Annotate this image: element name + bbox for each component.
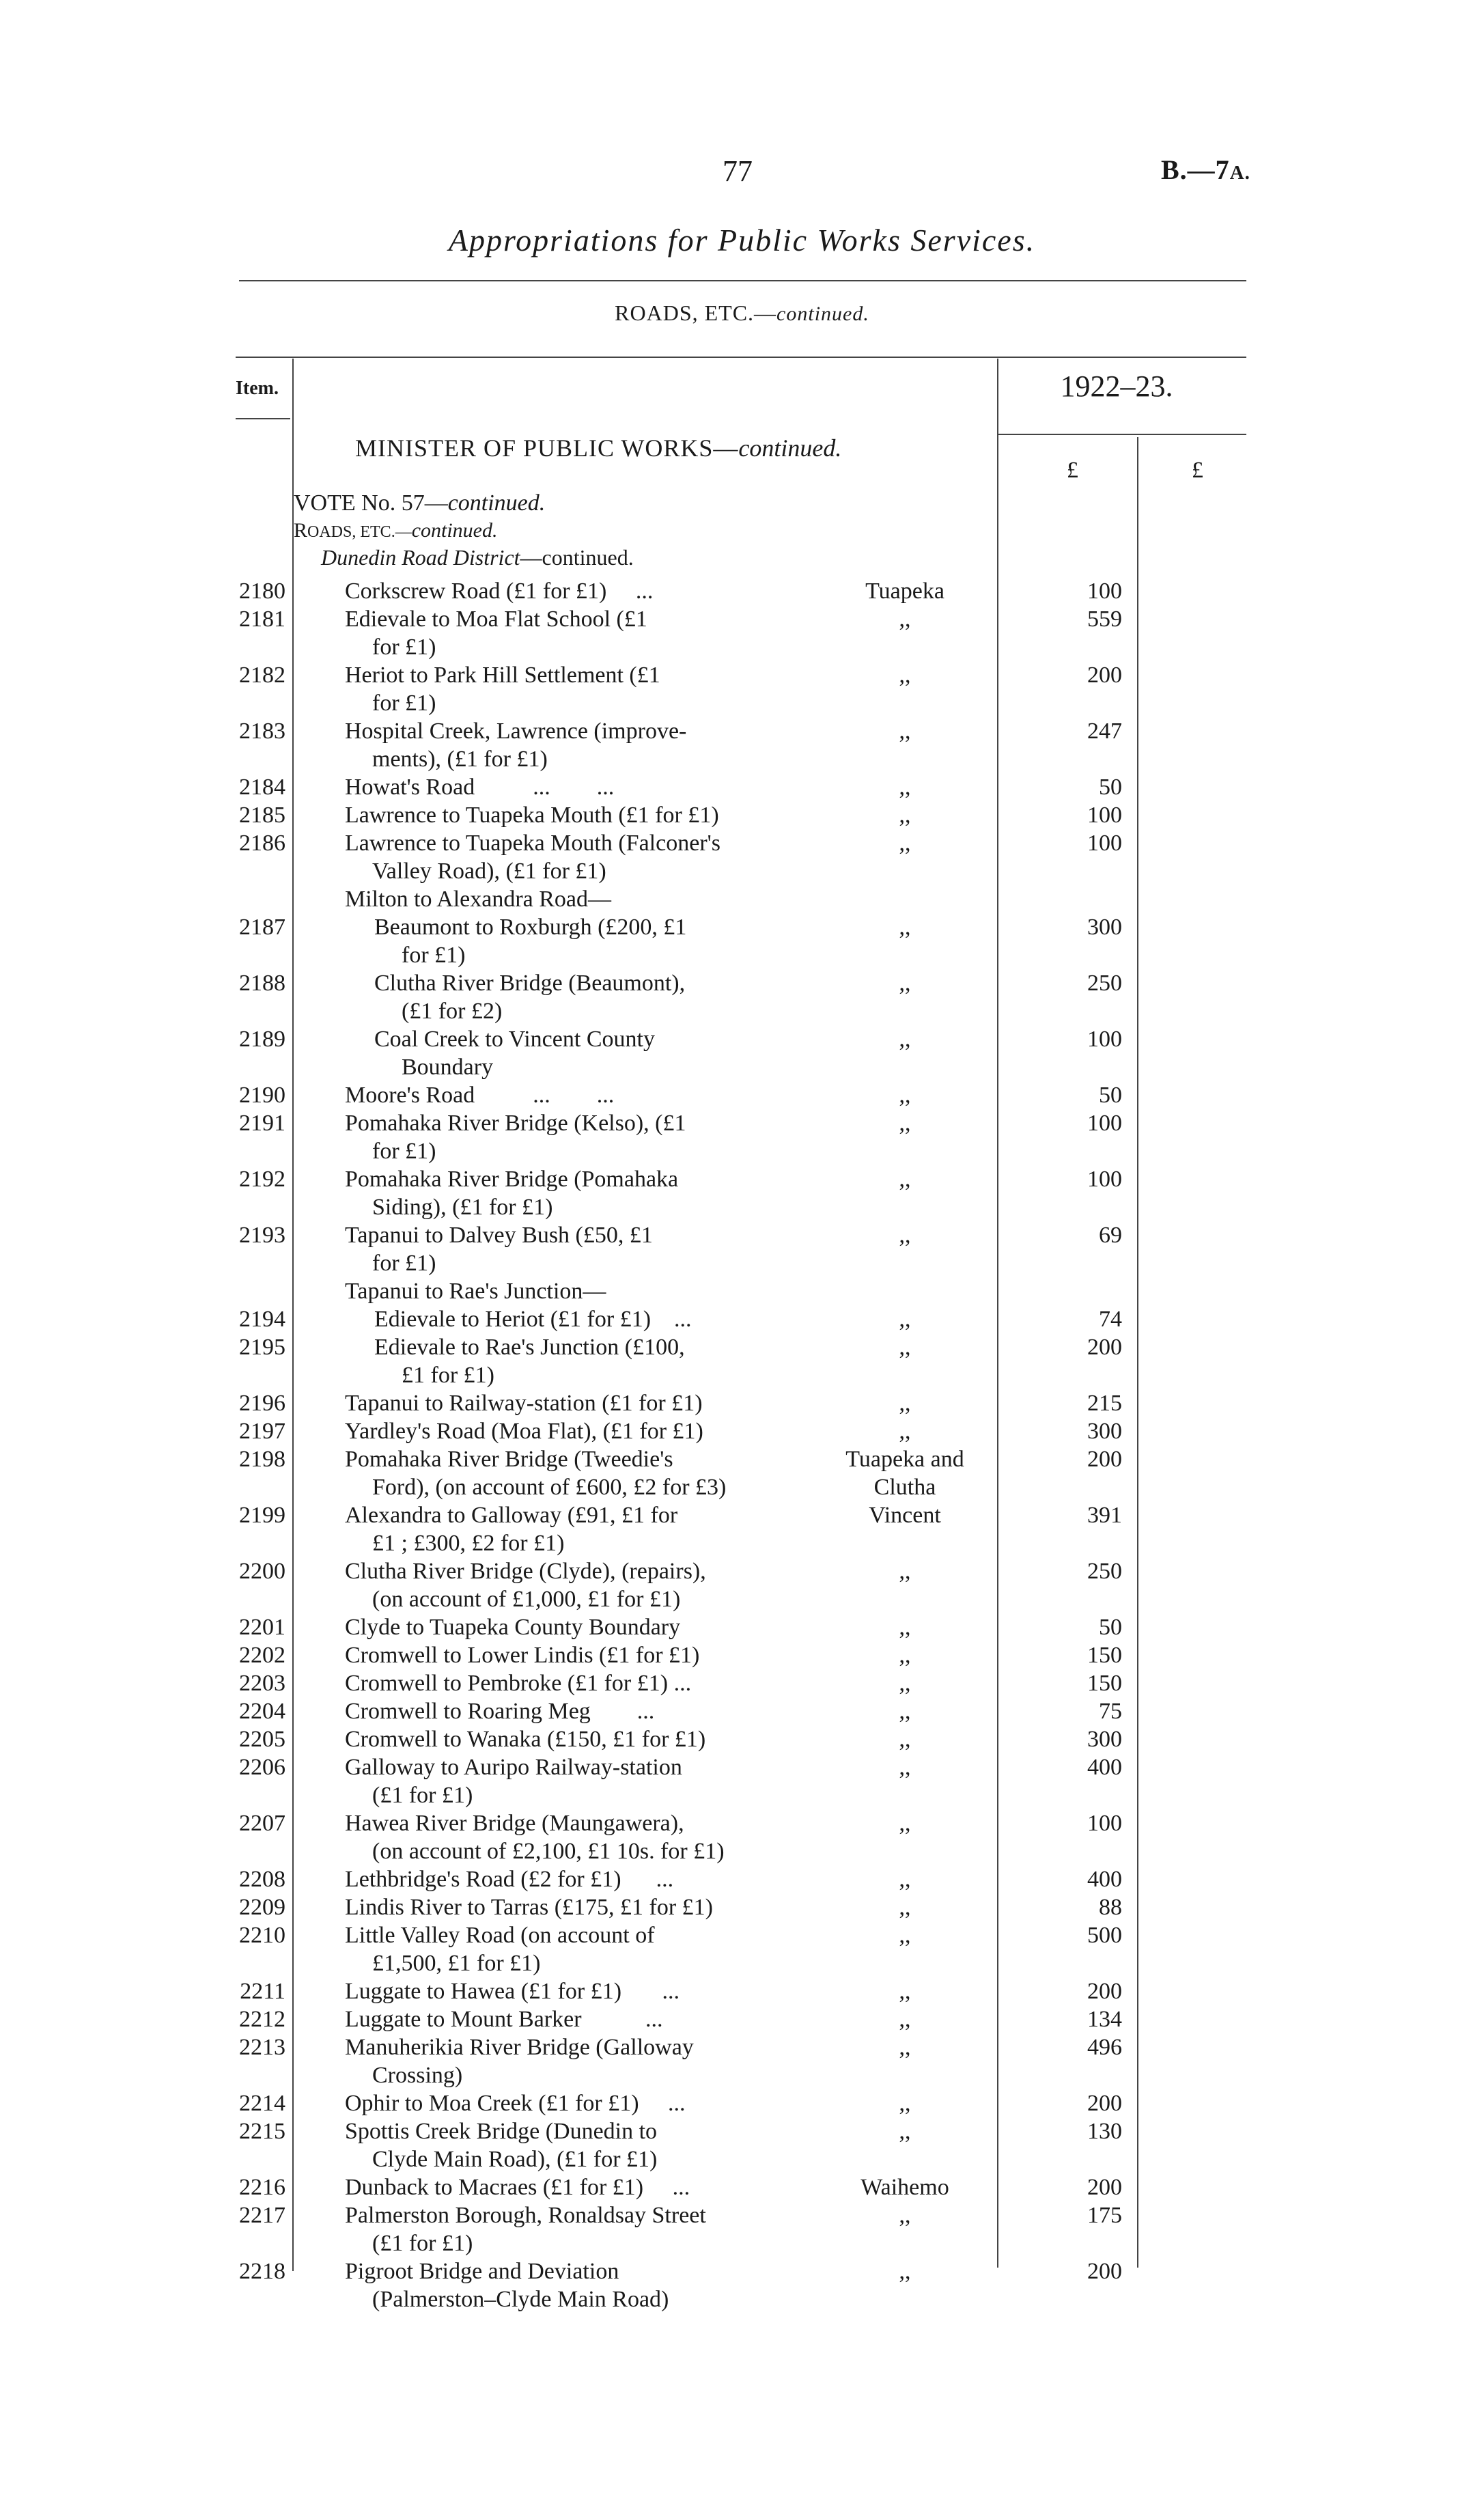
item-description — [374, 1333, 809, 1389]
county-name: ,, — [899, 1335, 911, 1360]
item-description — [374, 913, 809, 969]
item-description — [345, 2033, 809, 2089]
item-description — [345, 1725, 809, 1753]
item-number: 2212 — [239, 2007, 285, 2032]
item-description-line: Cromwell to Roaring Meg ... — [345, 1699, 655, 1724]
item-description — [345, 1389, 809, 1417]
item-description — [345, 1417, 809, 1445]
group-heading-text: Tapanui to Rae's Junction— — [345, 1279, 606, 1304]
item-description — [345, 773, 809, 801]
item-number: 2198 — [239, 1447, 285, 1472]
amount-value: 391 — [1087, 1503, 1122, 1528]
amount-value: 150 — [1087, 1643, 1122, 1668]
amount-value: 50 — [1099, 1083, 1122, 1108]
amount-value: 215 — [1087, 1391, 1122, 1416]
item-description-line: Corkscrew Road (£1 for £1) ... — [345, 579, 654, 604]
item-number: 2183 — [239, 719, 285, 744]
county-name: ,, — [899, 971, 911, 996]
roads-heading-smallcaps: OADS, ETC.— — [307, 523, 412, 541]
item-description-continuation: ments), (£1 for £1) — [372, 747, 548, 772]
item-description-continuation: £1 for £1) — [402, 1363, 494, 1388]
amount-value: 100 — [1087, 803, 1122, 828]
item-number: 2185 — [239, 803, 285, 828]
item-description-continuation: for £1) — [372, 1139, 436, 1164]
county-name: ,, — [899, 1867, 911, 1892]
amount-value: 200 — [1087, 663, 1122, 688]
item-description — [345, 2201, 809, 2257]
item-description — [345, 1977, 809, 2005]
amount-value: 150 — [1087, 1671, 1122, 1696]
amount-column-divider — [1137, 437, 1138, 2268]
county-name: ,, — [899, 2035, 911, 2060]
amount-value: 400 — [1087, 1867, 1122, 1892]
item-description-continuation: (£1 for £2) — [402, 999, 503, 1024]
county-name: ,, — [899, 607, 911, 632]
item-description — [345, 605, 809, 661]
item-description — [374, 969, 809, 1025]
county-name: ,, — [899, 2007, 911, 2032]
item-description-line: Cromwell to Pembroke (£1 for £1) ... — [345, 1671, 692, 1696]
page-title: Appropriations for Public Works Services. — [448, 223, 1036, 257]
item-description — [345, 2173, 809, 2201]
page-number: 77 — [723, 154, 753, 188]
item-number: 2186 — [239, 831, 285, 856]
item-description-line: Lawrence to Tuapeka Mouth (Falconer's — [345, 831, 720, 856]
document-reference-main: B.—7 — [1161, 154, 1230, 185]
item-number: 2209 — [239, 1895, 285, 1920]
item-description — [345, 2257, 809, 2313]
item-description-line: Lethbridge's Road (£2 for £1) ... — [345, 1867, 674, 1892]
item-number: 2201 — [239, 1615, 285, 1640]
item-description-line: Pomahaka River Bridge (Kelso), (£1 — [345, 1111, 686, 1136]
item-number: 2208 — [239, 1867, 285, 1892]
item-number: 2205 — [239, 1727, 285, 1752]
pound-sign-column-1: £ — [1067, 458, 1078, 483]
item-description-continuation: £1,500, £1 for £1) — [372, 1951, 541, 1976]
item-description-continuation: Siding), (£1 for £1) — [372, 1195, 553, 1220]
item-number: 2190 — [239, 1083, 285, 1108]
item-description-line: Alexandra to Galloway (£91, £1 for — [345, 1503, 678, 1528]
item-column-divider — [292, 359, 294, 2271]
county-name: ,, — [899, 1923, 911, 1948]
item-description-line: Beaumont to Roxburgh (£200, £1 — [374, 915, 687, 940]
county-name: ,, — [899, 915, 911, 940]
item-description-line: Cromwell to Lower Lindis (£1 for £1) — [345, 1643, 700, 1668]
amount-value: 100 — [1087, 831, 1122, 856]
item-number: 2188 — [239, 971, 285, 996]
item-description-continuation: for £1) — [372, 1251, 436, 1276]
item-number: 2192 — [239, 1167, 285, 1192]
item-number: 2189 — [239, 1027, 285, 1052]
item-description-continuation: for £1) — [402, 943, 466, 968]
item-number: 2199 — [239, 1503, 285, 1528]
county-name: ,, — [899, 1755, 911, 1780]
item-description-line: Manuherikia River Bridge (Galloway — [345, 2035, 694, 2060]
item-description — [345, 717, 809, 773]
county-name: ,, — [899, 2203, 911, 2228]
amount-value: 134 — [1087, 2007, 1122, 2032]
amount-value: 200 — [1087, 2091, 1122, 2116]
item-number: 2182 — [239, 663, 285, 688]
county-name: ,, — [899, 831, 911, 856]
item-description-line: Clutha River Bridge (Beaumont), — [374, 971, 686, 996]
item-description-line: Luggate to Hawea (£1 for £1) ... — [345, 1979, 680, 2004]
item-number: 2191 — [239, 1111, 285, 1136]
item-description — [345, 1613, 809, 1641]
item-description-continuation: (on account of £2,100, £1 10s. for £1) — [372, 1839, 725, 1864]
item-description-line: Galloway to Auripo Railway-station — [345, 1755, 682, 1780]
item-description-line: Palmerston Borough, Ronaldsay Street — [345, 2203, 706, 2228]
amount-value: 100 — [1087, 1111, 1122, 1136]
county-name: ,, — [899, 1615, 911, 1640]
item-description — [345, 801, 809, 829]
item-number: 2207 — [239, 1811, 285, 1836]
county-name: ,, — [899, 1307, 911, 1332]
item-description-continuation: (£1 for £1) — [372, 1783, 473, 1808]
county-name: ,, — [899, 1027, 911, 1052]
item-description — [345, 829, 809, 885]
item-description-line: Edievale to Moa Flat School (£1 — [345, 607, 647, 632]
vote-heading-main: VOTE No. 57— — [294, 490, 448, 516]
amount-value: 69 — [1099, 1223, 1122, 1248]
item-description — [345, 2089, 809, 2117]
county-name: ,, — [899, 1559, 911, 1584]
section-subtitle-main: ROADS, ETC.— — [615, 301, 777, 325]
group-heading-text: Milton to Alexandra Road— — [345, 887, 612, 912]
county-name: ,, — [899, 1391, 911, 1416]
item-description — [345, 1109, 809, 1165]
district-heading-italic: Dunedin Road District — [321, 545, 520, 570]
item-number: 2194 — [239, 1307, 285, 1332]
item-number: 2203 — [239, 1671, 285, 1696]
amount-value: 74 — [1099, 1307, 1122, 1332]
section-subtitle — [0, 301, 1484, 326]
item-description — [345, 1809, 809, 1865]
item-description — [345, 1445, 809, 1501]
amount-value: 247 — [1087, 719, 1122, 744]
county-name: ,, — [899, 1643, 911, 1668]
roads-heading — [294, 519, 498, 542]
item-description — [345, 1221, 809, 1277]
item-number: 2215 — [239, 2119, 285, 2144]
item-number: 2196 — [239, 1391, 285, 1416]
item-description — [345, 1081, 809, 1109]
county-name: ,, — [899, 1811, 911, 1836]
county-name-continuation: Clutha — [873, 1475, 936, 1500]
item-description-continuation: Valley Road), (£1 for £1) — [372, 859, 606, 884]
item-column-header: Item. — [236, 378, 279, 399]
item-description-line: Spottis Creek Bridge (Dunedin to — [345, 2119, 658, 2144]
item-description-continuation: £1 ; £300, £2 for £1) — [372, 1531, 565, 1556]
amount-value: 400 — [1087, 1755, 1122, 1780]
item-description-line: Dunback to Macraes (£1 for £1) ... — [345, 2175, 690, 2200]
item-description — [345, 1641, 809, 1669]
item-description-continuation: Clyde Main Road), (£1 for £1) — [372, 2147, 658, 2172]
item-description-line: Lawrence to Tuapeka Mouth (£1 for £1) — [345, 803, 719, 828]
amount-value: 88 — [1099, 1895, 1122, 1920]
item-description-line: Heriot to Park Hill Settlement (£1 — [345, 663, 660, 688]
item-description-continuation: Crossing) — [372, 2063, 463, 2088]
amount-value: 50 — [1099, 1615, 1122, 1640]
district-heading-main: —continued. — [520, 545, 634, 570]
county-name: Vincent — [869, 1503, 941, 1528]
amount-value: 496 — [1087, 2035, 1122, 2060]
amount-value: 100 — [1087, 1811, 1122, 1836]
item-number: 2206 — [239, 1755, 285, 1780]
item-description — [345, 661, 809, 717]
amount-value: 75 — [1099, 1699, 1122, 1724]
item-number: 2195 — [239, 1335, 285, 1360]
table-top-rule — [236, 357, 1246, 358]
item-description — [345, 1669, 809, 1697]
ministry-heading-main: MINISTER OF PUBLIC WORKS— — [355, 434, 739, 462]
item-description-continuation: for £1) — [372, 635, 436, 660]
document-reference — [1161, 154, 1250, 186]
document-reference-suffix: A. — [1229, 162, 1250, 184]
item-description-continuation: (on account of £1,000, £1 for £1) — [372, 1587, 681, 1612]
amount-value: 200 — [1087, 1979, 1122, 2004]
item-description — [374, 1305, 809, 1333]
county-name: ,, — [899, 2091, 911, 2116]
county-name: ,, — [899, 1167, 911, 1192]
county-name: ,, — [899, 663, 911, 688]
item-description-line: Luggate to Mount Barker ... — [345, 2007, 663, 2032]
county-name: Tuapeka and — [845, 1447, 964, 1472]
item-number: 2216 — [239, 2175, 285, 2200]
item-description-line: Ophir to Moa Creek (£1 for £1) ... — [345, 2091, 686, 2116]
item-number: 2211 — [240, 1979, 285, 2004]
amount-value: 50 — [1099, 775, 1122, 800]
amount-value: 250 — [1087, 971, 1122, 996]
item-description — [345, 1893, 809, 1921]
item-number: 2202 — [239, 1643, 285, 1668]
amount-value: 200 — [1087, 2259, 1122, 2284]
amount-value: 300 — [1087, 1727, 1122, 1752]
item-description-continuation: (£1 for £1) — [372, 2231, 473, 2256]
roads-heading-italic: continued. — [411, 519, 498, 542]
amount-value: 200 — [1087, 1447, 1122, 1472]
item-number: 2200 — [239, 1559, 285, 1584]
vote-heading — [294, 490, 545, 516]
item-description-continuation: Ford), (on account of £600, £2 for £3) — [372, 1475, 727, 1500]
item-number: 2187 — [239, 915, 285, 940]
year-column-header: 1922–23. — [1060, 370, 1173, 403]
item-number: 2218 — [239, 2259, 285, 2284]
county-name: ,, — [899, 1083, 911, 1108]
item-number: 2210 — [239, 1923, 285, 1948]
item-description-line: Pigroot Bridge and Deviation — [345, 2259, 619, 2284]
amount-value: 200 — [1087, 2175, 1122, 2200]
item-number: 2214 — [239, 2091, 285, 2116]
item-description-line: Edievale to Heriot (£1 for £1) ... — [374, 1307, 692, 1332]
item-description — [345, 2005, 809, 2033]
item-number: 2180 — [239, 579, 285, 604]
amount-value: 200 — [1087, 1335, 1122, 1360]
amount-value: 559 — [1087, 607, 1122, 632]
title-rule — [239, 280, 1246, 281]
item-description-line: Coal Creek to Vincent County — [374, 1027, 655, 1052]
item-description — [345, 1697, 809, 1725]
item-description-line: Cromwell to Wanaka (£150, £1 for £1) — [345, 1727, 706, 1752]
item-description-line: Tapanui to Railway-station (£1 for £1) — [345, 1391, 703, 1416]
amount-value: 500 — [1087, 1923, 1122, 1948]
county-name: ,, — [899, 803, 911, 828]
item-description-line: Pomahaka River Bridge (Pomahaka — [345, 1167, 679, 1192]
item-number: 2217 — [239, 2203, 285, 2228]
amount-value: 250 — [1087, 1559, 1122, 1584]
item-description-line: Hawea River Bridge (Maungawera), — [345, 1811, 684, 1836]
county-name: Tuapeka — [865, 579, 944, 604]
amount-value: 100 — [1087, 1167, 1122, 1192]
amount-value: 130 — [1087, 2119, 1122, 2144]
county-name: Waihemo — [860, 2175, 949, 2200]
item-description-line: Tapanui to Dalvey Bush (£50, £1 — [345, 1223, 653, 1248]
vote-heading-italic: continued. — [447, 490, 546, 516]
item-description — [345, 1165, 809, 1221]
amount-value: 100 — [1087, 1027, 1122, 1052]
county-name: ,, — [899, 2259, 911, 2284]
item-description-line: Lindis River to Tarras (£175, £1 for £1) — [345, 1895, 714, 1920]
county-name: ,, — [899, 1727, 911, 1752]
district-heading — [321, 545, 634, 570]
county-name: ,, — [899, 1699, 911, 1724]
item-number: 2184 — [239, 775, 285, 800]
amount-value: 100 — [1087, 579, 1122, 604]
item-description — [345, 1501, 809, 1557]
item-number: 2197 — [239, 1419, 285, 1444]
item-number: 2213 — [239, 2035, 285, 2060]
item-number: 2193 — [239, 1223, 285, 1248]
item-description-line: Clyde to Tuapeka County Boundary — [345, 1615, 681, 1640]
item-description — [345, 2117, 809, 2173]
item-number: 2181 — [239, 607, 285, 632]
county-name: ,, — [899, 1979, 911, 2004]
item-description — [345, 1865, 809, 1893]
item-description — [345, 1557, 809, 1613]
item-header-rule — [236, 418, 290, 419]
item-description — [345, 577, 809, 605]
item-description — [374, 1025, 809, 1081]
item-description-continuation: (Palmerston–Clyde Main Road) — [372, 2287, 669, 2312]
item-description-line: Hospital Creek, Lawrence (improve- — [345, 719, 687, 744]
county-name: ,, — [899, 1671, 911, 1696]
county-name: ,, — [899, 719, 911, 744]
ministry-heading-italic: continued. — [738, 434, 842, 462]
county-name: ,, — [899, 1895, 911, 1920]
item-description — [345, 1753, 809, 1809]
year-header-rule — [998, 434, 1246, 435]
item-description-line: Pomahaka River Bridge (Tweedie's — [345, 1447, 673, 1472]
ministry-heading — [355, 434, 841, 462]
county-name: ,, — [899, 1111, 911, 1136]
roads-heading-initial: R — [294, 519, 308, 542]
county-name: ,, — [899, 1419, 911, 1444]
amount-value: 300 — [1087, 1419, 1122, 1444]
item-description-line: Edievale to Rae's Junction (£100, — [374, 1335, 685, 1360]
county-name: ,, — [899, 2119, 911, 2144]
item-description-continuation: Boundary — [402, 1055, 494, 1080]
item-description-line: Howat's Road ... ... — [345, 775, 615, 800]
section-subtitle-italic: continued. — [776, 303, 869, 325]
amount-value: 175 — [1087, 2203, 1122, 2228]
county-name: ,, — [899, 775, 911, 800]
item-description-line: Yardley's Road (Moa Flat), (£1 for £1) — [345, 1419, 703, 1444]
item-description — [345, 1921, 809, 1977]
item-description-line: Little Valley Road (on account of — [345, 1923, 655, 1948]
county-name: ,, — [899, 1223, 911, 1248]
item-description-line: Moore's Road ... ... — [345, 1083, 615, 1108]
item-description-continuation: for £1) — [372, 691, 436, 716]
item-number: 2204 — [239, 1699, 285, 1724]
amount-value: 300 — [1087, 915, 1122, 940]
item-description-line: Clutha River Bridge (Clyde), (repairs), — [345, 1559, 706, 1584]
pound-sign-column-2: £ — [1192, 458, 1203, 483]
year-column-divider — [997, 359, 998, 2268]
